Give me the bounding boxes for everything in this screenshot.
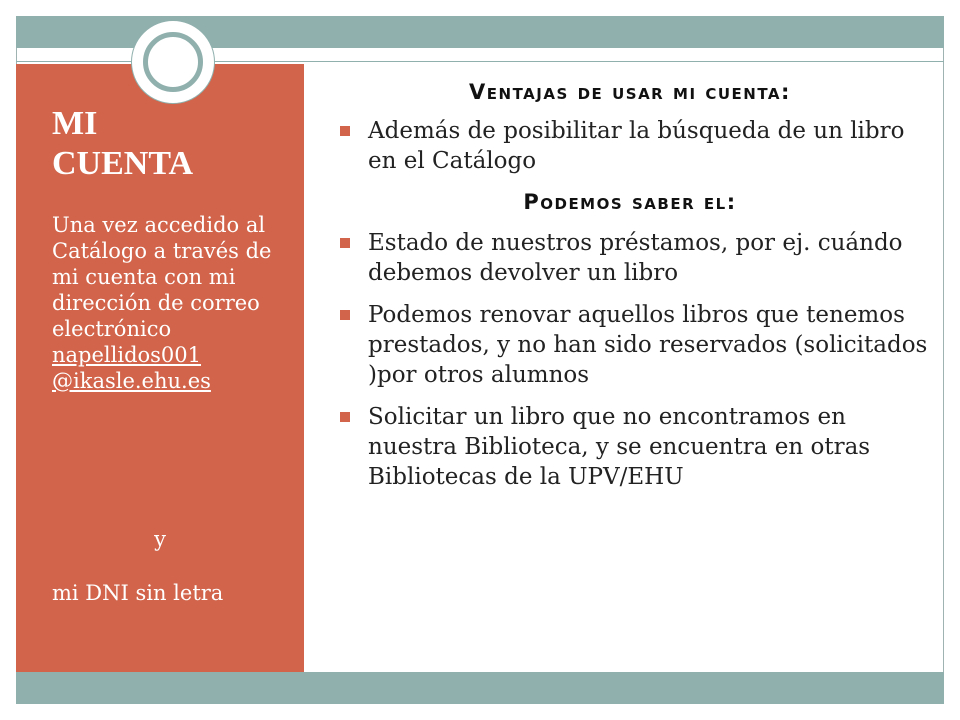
square-bullet-icon — [340, 126, 350, 136]
email-link[interactable] — [52, 343, 211, 393]
square-bullet-icon — [340, 310, 350, 320]
decorative-ring-icon — [143, 32, 203, 92]
intro-text: Una vez accedido al Catálogo a través de mi cuenta con mi dirección de correo electrónico — [52, 213, 272, 341]
heading-ventajas: Ventajas de usar mi cuenta: — [469, 80, 791, 104]
sidebar-dni: mi DNI sin letra — [52, 581, 224, 605]
sidebar-title — [52, 104, 272, 184]
bullet-item — [330, 228, 930, 288]
bullet-text: Podemos renovar aquellos libros que tenemos prestados, y no han sido reservados (solicitados )por otros alumnos — [368, 302, 928, 388]
main-content — [330, 70, 930, 492]
title-line-1: MI — [52, 105, 98, 142]
sidebar-intro — [52, 212, 292, 394]
square-bullet-icon — [340, 412, 350, 422]
bullet-text: Además de posibilitar la búsqueda de un libro en el Catálogo — [368, 118, 905, 174]
bottom-band — [16, 672, 944, 704]
heading-podemos: Podemos saber el: — [523, 190, 737, 214]
title-line-2: CUENTA — [52, 145, 194, 182]
bullet-item — [330, 402, 930, 492]
bullet-text: Solicitar un libro que no encontramos en nuestra Biblioteca, y se encuentra en otras Bibliotecas de la UPV/EHU — [368, 404, 871, 490]
bullet-text: Estado de nuestros préstamos, por ej. cuándo debemos devolver un libro — [368, 230, 903, 286]
email-line-1: napellidos001 — [52, 343, 202, 367]
email-line-2: @ikasle.ehu.es — [52, 369, 211, 393]
square-bullet-icon — [340, 238, 350, 248]
bullet-item — [330, 116, 930, 176]
sidebar-conjunction: y — [154, 527, 166, 551]
bullet-item — [330, 300, 930, 390]
